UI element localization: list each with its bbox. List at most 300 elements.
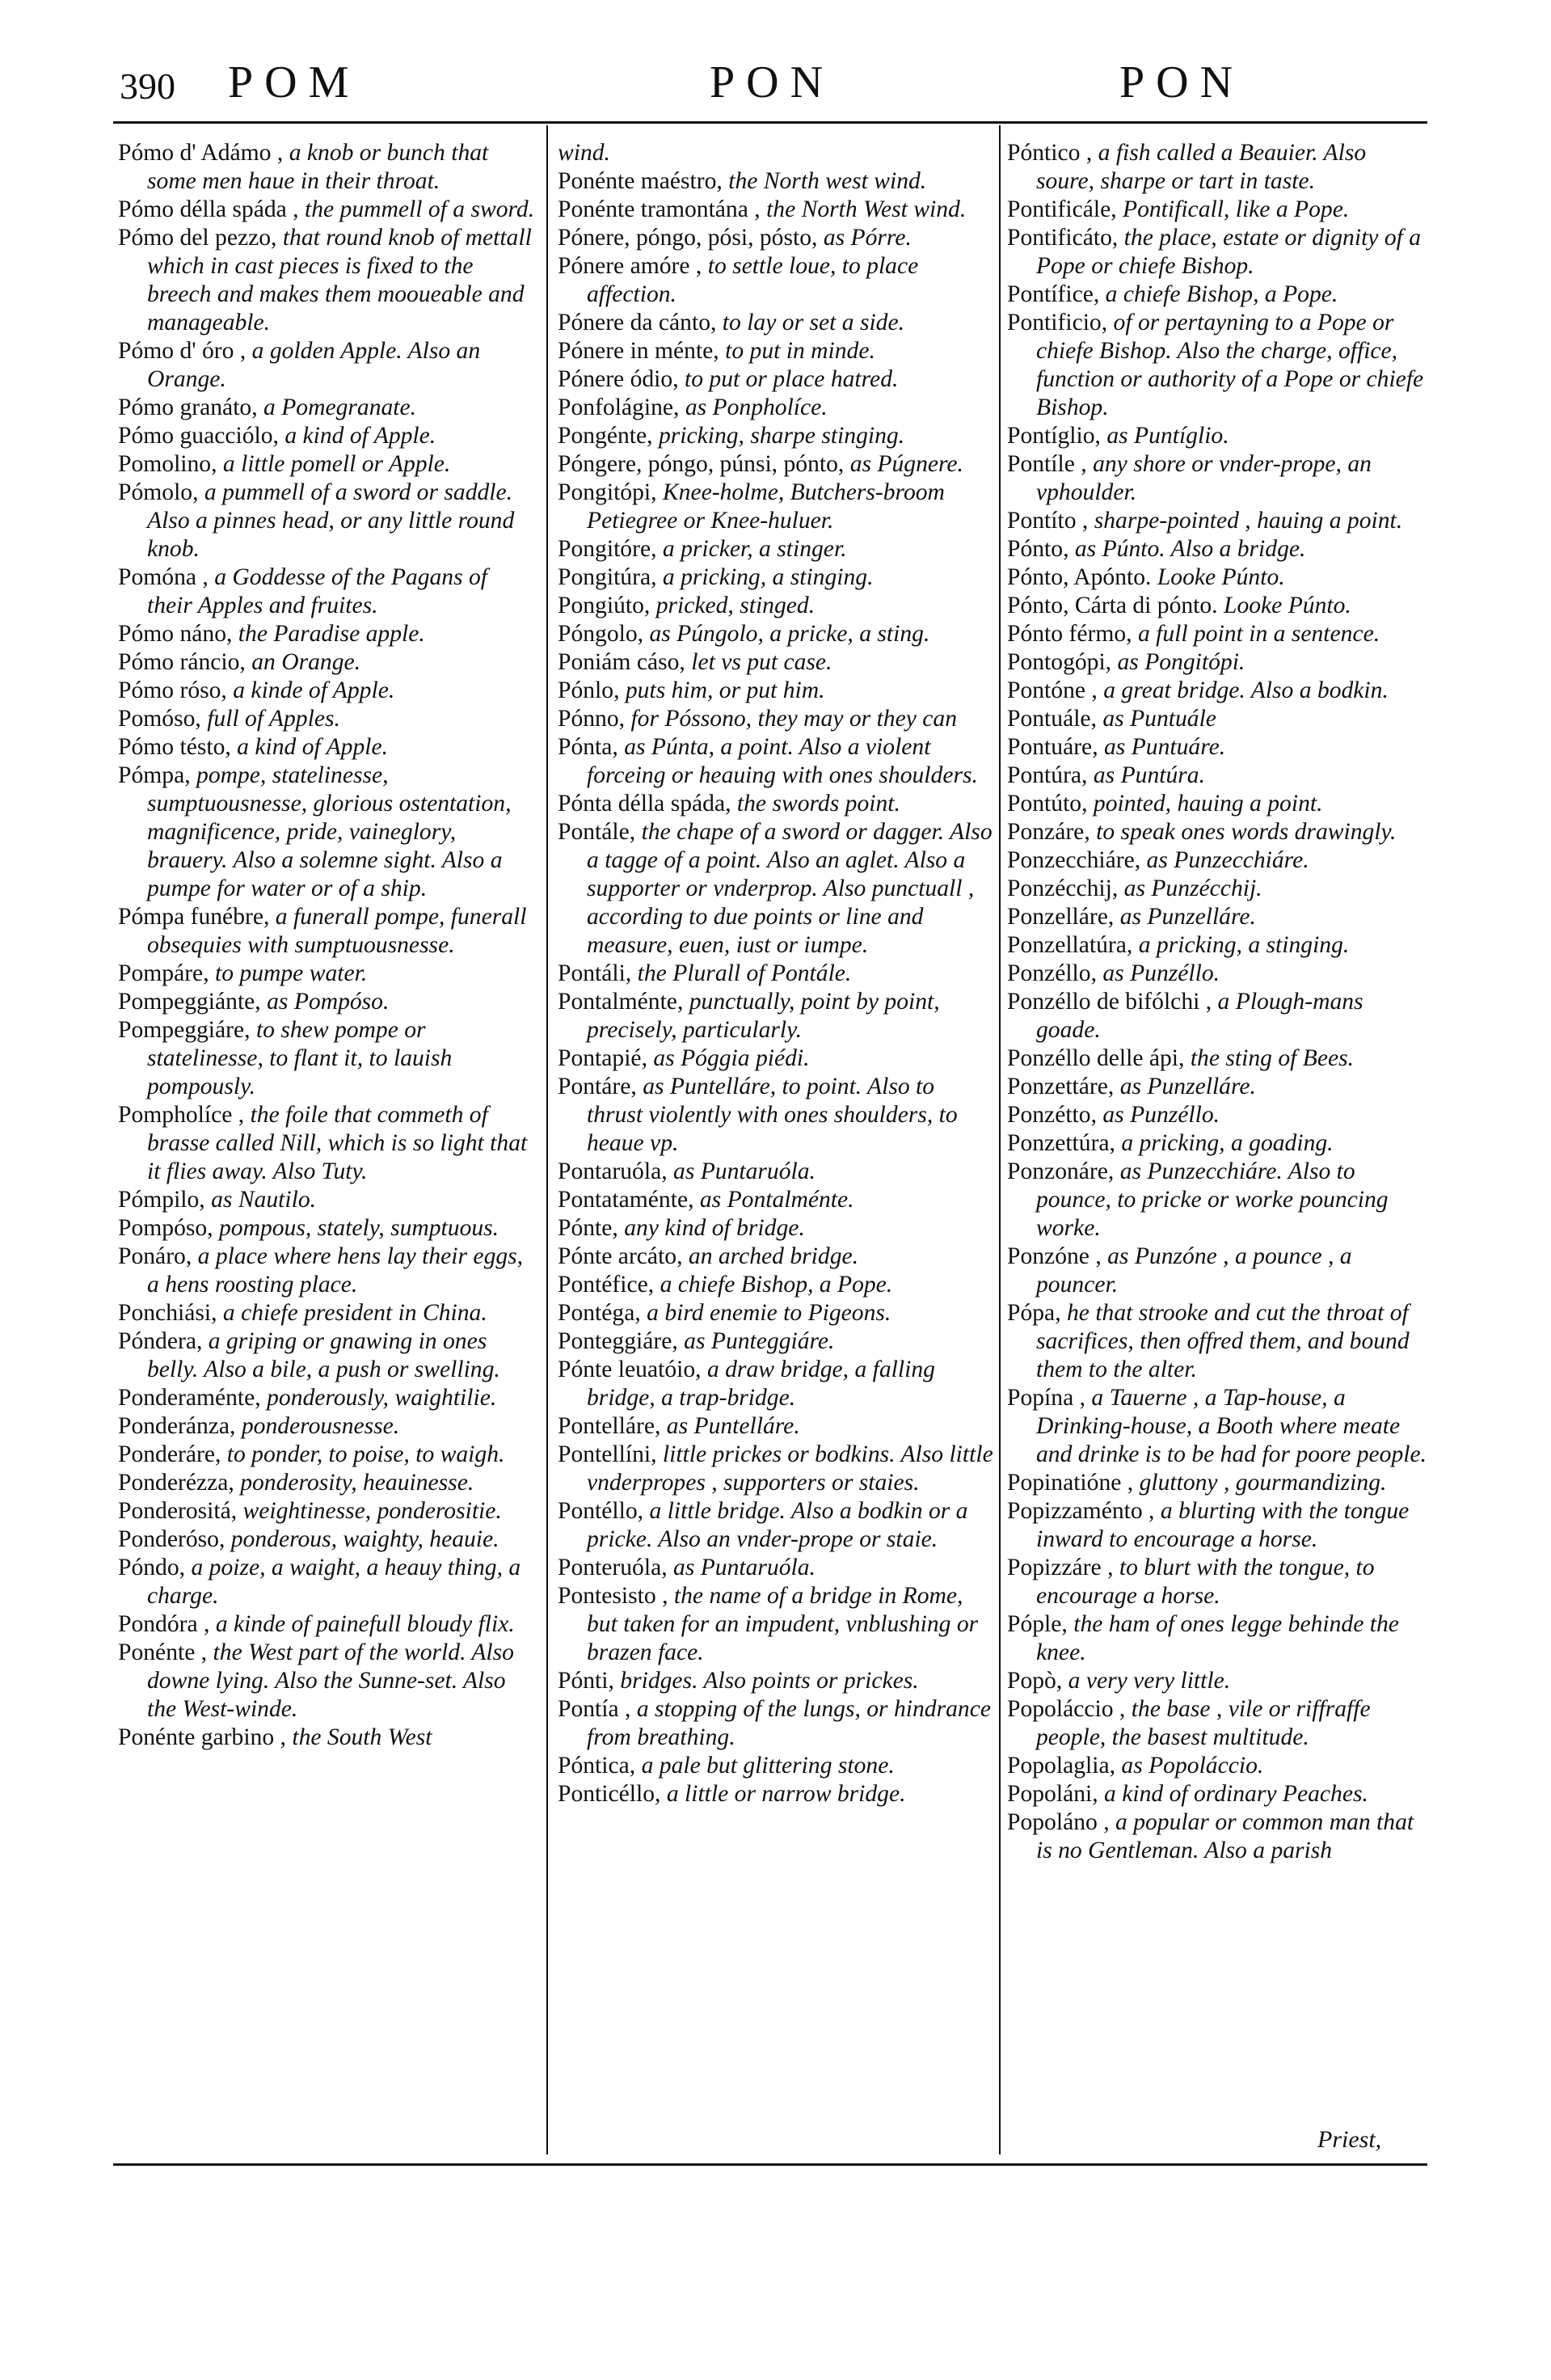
headword: Pónlo, bbox=[558, 677, 626, 703]
definition: the Plurall of Pontále. bbox=[637, 960, 852, 986]
dictionary-entry bbox=[1007, 1610, 1427, 1667]
definition: ponderousnesse. bbox=[241, 1413, 400, 1439]
definition: as Puntaruóla. bbox=[673, 1555, 816, 1580]
definition: to settle loue, to place affection. bbox=[587, 253, 919, 307]
headword: Ponzécchij, bbox=[1007, 876, 1124, 901]
definition: a kind of Apple. bbox=[284, 423, 436, 449]
headword: Pontía , bbox=[558, 1696, 637, 1722]
headword: Pómo d' óro , bbox=[118, 338, 252, 364]
definition: as Puntaruóla. bbox=[673, 1158, 816, 1184]
headword: Ponzétto, bbox=[1007, 1102, 1103, 1128]
dictionary-entry bbox=[1007, 1752, 1427, 1780]
definition: a chiefe president in China. bbox=[222, 1300, 487, 1326]
headword: Pompáre, bbox=[118, 960, 215, 986]
definition: to ponder, to poise, to waigh. bbox=[226, 1441, 505, 1467]
dictionary-entry bbox=[558, 1327, 994, 1356]
dictionary-entry bbox=[558, 1582, 994, 1667]
definition: any kind of bridge. bbox=[624, 1215, 805, 1241]
dictionary-entry bbox=[1007, 1469, 1427, 1497]
dictionary-entry bbox=[118, 1016, 538, 1101]
definition: a pricking, a stinging. bbox=[662, 564, 874, 590]
headword: Pónto, bbox=[1007, 536, 1075, 562]
headword: Popinatióne , bbox=[1007, 1470, 1140, 1496]
dictionary-entry bbox=[558, 1441, 994, 1497]
headword: Ponticéllo, bbox=[558, 1781, 667, 1807]
dictionary-entry bbox=[558, 394, 994, 422]
headword: Ponderánza, bbox=[118, 1413, 242, 1439]
headword: Pongitóre, bbox=[558, 536, 663, 562]
definition: pricked, stinged. bbox=[655, 593, 816, 618]
dictionary-entry bbox=[118, 337, 538, 394]
headword: Ponteruóla, bbox=[558, 1555, 674, 1580]
headword: Pontelláre, bbox=[558, 1413, 667, 1439]
dictionary-entry bbox=[558, 1186, 994, 1214]
dictionary-entry bbox=[118, 960, 538, 988]
dictionary-entry bbox=[558, 1695, 994, 1752]
dictionary-entry bbox=[558, 677, 994, 705]
dictionary-entry bbox=[118, 224, 538, 337]
headword: Pontogópi, bbox=[1007, 649, 1118, 675]
dictionary-entry bbox=[558, 1780, 994, 1808]
dictionary-entry bbox=[1007, 1497, 1427, 1554]
definition: for Póssono, they may or they can bbox=[630, 706, 958, 732]
dictionary-entry bbox=[1007, 903, 1427, 931]
headword: Ponderézza, bbox=[118, 1470, 241, 1496]
definition: full of Apples. bbox=[207, 706, 340, 732]
dictionary-entry bbox=[118, 394, 538, 422]
dictionary-entry bbox=[118, 1214, 538, 1243]
definition: a Plough-mans goade. bbox=[1036, 989, 1363, 1043]
headword: Pómpa funébre, bbox=[118, 904, 276, 930]
headword: Pontéga, bbox=[558, 1300, 647, 1326]
definition: he that strooke and cut the throat of sacrifices, then offred them, and bound them to the alter. bbox=[1036, 1300, 1410, 1382]
page-number: 390 bbox=[120, 65, 175, 107]
definition: to put in minde. bbox=[725, 338, 875, 364]
headword: Póndera, bbox=[118, 1328, 209, 1354]
catchword: Priest, bbox=[1317, 2126, 1382, 2153]
headword: Pontífice, bbox=[1007, 281, 1106, 307]
definition: as Póggia piédi. bbox=[653, 1045, 810, 1071]
dictionary-entry bbox=[558, 224, 994, 252]
definition: a popular or common man that is no Gentleman. Also a parish bbox=[1036, 1809, 1414, 1863]
dictionary-entry bbox=[118, 1412, 538, 1441]
definition: to shew pompe or statelinesse, to flant it, to lauish pompously. bbox=[147, 1017, 453, 1099]
headword: Póngere, póngo, púnsi, pónto, bbox=[558, 451, 850, 477]
definition: as Punzéllo. bbox=[1102, 960, 1220, 986]
definition: as Punzéllo. bbox=[1102, 1102, 1220, 1128]
headword: Pómo del pezzo, bbox=[118, 225, 283, 251]
definition: the base , vile or riffraffe people, the basest multitude. bbox=[1036, 1696, 1371, 1750]
headword: Ponzéllo delle ápi, bbox=[1007, 1045, 1191, 1071]
definition: a Tauerne , a Tap-house, a Drinking-house, a Booth where meate and drinke is to be had for poore people. bbox=[1036, 1385, 1427, 1467]
definition: of or pertayning to a Pope or chiefe Bishop. Also the charge, office, function or authority of a Pope or chiefe Bishop. bbox=[1036, 310, 1424, 420]
dictionary-entry bbox=[1007, 790, 1427, 818]
dictionary-entry bbox=[118, 648, 538, 677]
definition: a blurting with the tongue inward to encourage a horse. bbox=[1036, 1498, 1410, 1552]
headword: Popína , bbox=[1007, 1385, 1092, 1411]
definition: a kinde of painefull bloudy flix. bbox=[215, 1611, 515, 1637]
dictionary-entry bbox=[558, 365, 994, 394]
definition: Pontificall, like a Pope. bbox=[1123, 196, 1350, 222]
definition: as Púngolo, a pricke, a sting. bbox=[649, 621, 930, 647]
headword: Pónti, bbox=[558, 1668, 621, 1694]
headword: Pontále, bbox=[558, 819, 642, 845]
definition: as Nautilo. bbox=[211, 1187, 317, 1213]
headword: Ponzonáre, bbox=[1007, 1158, 1120, 1184]
definition: as Pompóso. bbox=[267, 989, 390, 1015]
dictionary-entry bbox=[118, 1724, 538, 1752]
definition: as Puntuále bbox=[1102, 706, 1216, 732]
headword: Pontataménte, bbox=[558, 1187, 700, 1213]
definition: a chiefe Bishop, a Pope. bbox=[1105, 281, 1338, 307]
headword: Pontúto, bbox=[1007, 791, 1094, 817]
definition: as Puntíglio. bbox=[1106, 423, 1229, 449]
dictionary-entry bbox=[118, 903, 538, 960]
headword: Pómo délla spáda , bbox=[118, 196, 305, 222]
definition: as Púnta, a point. Also a violent forceing or heauing with ones shoulders. bbox=[587, 734, 978, 788]
definition: a pricking, a goading. bbox=[1121, 1130, 1334, 1156]
dictionary-entry bbox=[118, 450, 538, 479]
definition: a kinde of Apple. bbox=[233, 677, 395, 703]
headword: Pónto férmo, bbox=[1007, 621, 1138, 647]
definition: as Pórre. bbox=[823, 225, 912, 251]
dictionary-entry bbox=[118, 1554, 538, 1610]
dictionary-entry bbox=[1007, 1667, 1427, 1695]
headword: Ponderáre, bbox=[118, 1441, 227, 1467]
headword: Pómo róso, bbox=[118, 677, 234, 703]
headword: Pontúra, bbox=[1007, 762, 1094, 788]
definition: as Puntelláre. bbox=[666, 1413, 800, 1439]
dictionary-entry bbox=[1007, 422, 1427, 450]
headword: Popò, bbox=[1007, 1668, 1068, 1694]
dictionary-entry bbox=[118, 1639, 538, 1724]
dictionary-entry bbox=[118, 196, 538, 224]
dictionary-entry bbox=[1007, 677, 1427, 705]
headword: Pópa, bbox=[1007, 1300, 1067, 1326]
dictionary-entry bbox=[558, 592, 994, 620]
definition: that round knob of mettall which in cast pieces is fixed to the breech and makes them mooueable and manageable. bbox=[147, 225, 532, 335]
headword: Pomóso, bbox=[118, 706, 208, 732]
definition: a little or narrow bridge. bbox=[666, 1781, 906, 1807]
dictionary-entry bbox=[1007, 620, 1427, 648]
dictionary-entry bbox=[558, 1214, 994, 1243]
dictionary-entry bbox=[118, 1243, 538, 1299]
dictionary-entry bbox=[558, 196, 994, 224]
dictionary-entry bbox=[118, 1186, 538, 1214]
headword: Poniám cáso, bbox=[558, 649, 692, 675]
definition: as Púgnere. bbox=[849, 451, 963, 477]
dictionary-entry bbox=[1007, 818, 1427, 846]
definition: a great bridge. Also a bodkin. bbox=[1103, 677, 1389, 703]
dictionary-entry bbox=[1007, 1044, 1427, 1073]
dictionary-entry bbox=[118, 1497, 538, 1525]
dictionary-entry bbox=[118, 422, 538, 450]
definition: a knob or bunch that some men haue in their throat. bbox=[147, 140, 489, 194]
headword: Pontesisto , bbox=[558, 1583, 674, 1609]
headword: Pónte arcáto, bbox=[558, 1243, 689, 1269]
headword: Pónere ódio, bbox=[558, 366, 685, 392]
dictionary-entry bbox=[1007, 1158, 1427, 1243]
headword: Pómo d' Adámo , bbox=[118, 140, 289, 166]
definition: an Orange. bbox=[251, 649, 361, 675]
headword: Pomolino, bbox=[118, 451, 223, 477]
dictionary-entry bbox=[1007, 196, 1427, 224]
column-rule-1 bbox=[546, 125, 548, 2154]
headword: Ponzettáre, bbox=[1007, 1074, 1120, 1099]
headword: Pompeggiánte, bbox=[118, 989, 268, 1015]
dictionary-entry bbox=[118, 479, 538, 563]
definition: as Puntúra. bbox=[1093, 762, 1205, 788]
dictionary-entry bbox=[558, 1271, 994, 1299]
definition: pointed, hauing a point. bbox=[1093, 791, 1323, 817]
headword: Pontíle , bbox=[1007, 451, 1094, 477]
dictionary-entry bbox=[558, 167, 994, 196]
headword: Pómo ráncio, bbox=[118, 649, 252, 675]
dictionary-entry bbox=[558, 733, 994, 790]
headword: Póntica, bbox=[558, 1753, 642, 1779]
entry-column-3 bbox=[1007, 139, 1427, 2160]
dictionary-entry bbox=[558, 620, 994, 648]
definition: a poize, a waight, a heauy thing, a charge. bbox=[147, 1555, 521, 1609]
headword: Pontéfice, bbox=[558, 1272, 660, 1298]
dictionary-entry bbox=[1007, 648, 1427, 677]
headword: Pómo granáto, bbox=[118, 395, 264, 420]
dictionary-entry bbox=[558, 648, 994, 677]
definition: as Punteggiáre. bbox=[684, 1328, 835, 1354]
definition: let vs put case. bbox=[691, 649, 832, 675]
headword: Pónere amóre , bbox=[558, 253, 708, 279]
dictionary-entry bbox=[1007, 1129, 1427, 1158]
definition: ponderous, waighty, heauie. bbox=[230, 1526, 499, 1552]
dictionary-entry bbox=[118, 677, 538, 705]
headword: Popolaglia, bbox=[1007, 1753, 1122, 1779]
headword: Ponchiási, bbox=[118, 1300, 223, 1326]
definition: as Ponpholíce. bbox=[685, 395, 828, 420]
dictionary-entry bbox=[558, 479, 994, 535]
definition: as Punzelláre. bbox=[1119, 904, 1256, 930]
headword: Pontapié, bbox=[558, 1045, 654, 1071]
definition: a bird enemie to Pigeons. bbox=[647, 1300, 891, 1326]
definition: a little bridge. Also a bodkin or a pricke. Also an vnder-prope or staie. bbox=[587, 1498, 968, 1552]
definition: bridges. Also points or prickes. bbox=[620, 1668, 919, 1694]
definition: weightinesse, ponderositie. bbox=[242, 1498, 502, 1524]
headword: Popoláno , bbox=[1007, 1809, 1115, 1835]
dictionary-entry bbox=[118, 1101, 538, 1186]
definition: the name of a bridge in Rome, but taken for an impudent, vnblushing or brazen face. bbox=[587, 1583, 979, 1665]
headword: Ponzellatúra, bbox=[1007, 932, 1139, 958]
definition: a griping or gnawing in ones belly. Also a bile, a push or swelling. bbox=[147, 1328, 500, 1382]
definition: an arched bridge. bbox=[688, 1243, 859, 1269]
definition: a Pomegranate. bbox=[263, 395, 417, 420]
definition: as Puntuáre. bbox=[1104, 734, 1226, 760]
headword: Popizzáre , bbox=[1007, 1555, 1119, 1580]
headword: Pónte leuatóio, bbox=[558, 1357, 707, 1382]
headword: Pontificále, bbox=[1007, 196, 1123, 222]
headword: Pontaruóla, bbox=[558, 1158, 674, 1184]
headword: Ponzelláre, bbox=[1007, 904, 1120, 930]
headword: Ponderaménte, bbox=[118, 1385, 268, 1411]
headword: Póple, bbox=[1007, 1611, 1074, 1637]
headword: Pomóna , bbox=[118, 564, 215, 590]
headword: Ponteggiáre, bbox=[558, 1328, 685, 1354]
headword: Pontáli, bbox=[558, 960, 638, 986]
definition: a place where hens lay their eggs, a hens roosting place. bbox=[147, 1243, 524, 1298]
definition: a fish called a Beauier. Also soure, sharpe or tart in taste. bbox=[1036, 140, 1367, 194]
definition: a draw bridge, a falling bridge, a trap-bridge. bbox=[587, 1357, 935, 1411]
headword: Ponáro, bbox=[118, 1243, 198, 1269]
definition: the Paradise apple. bbox=[238, 621, 425, 647]
definition: Looke Púnto. bbox=[1157, 564, 1285, 590]
headword: Pónere, póngo, pósi, pósto, bbox=[558, 225, 824, 251]
definition: the chape of a sword or dagger. Also a tagge of a point. Also an aglet. Also a supporter or vnderprop. Also punctuall , according to due points or line and measure, euen, iust or iumpe. bbox=[587, 819, 993, 958]
definition: ponderosity, heauinesse. bbox=[240, 1470, 474, 1496]
dictionary-entry bbox=[1007, 762, 1427, 790]
headword: Pongitúra, bbox=[558, 564, 663, 590]
dictionary-entry bbox=[118, 705, 538, 733]
definition: Knee-holme, Butchers-broom Petiegree or Knee-huluer. bbox=[587, 479, 945, 534]
definition: sharpe-pointed , hauing a point. bbox=[1094, 508, 1403, 534]
dictionary-entry bbox=[118, 1384, 538, 1412]
dictionary-entry bbox=[558, 1158, 994, 1186]
dictionary-entry bbox=[118, 1469, 538, 1497]
dictionary-entry bbox=[558, 1554, 994, 1582]
dictionary-entry bbox=[558, 1299, 994, 1327]
headword: Pompholíce , bbox=[118, 1102, 251, 1128]
dictionary-entry bbox=[1007, 1808, 1427, 1865]
definition: ponderously, waightilie. bbox=[267, 1385, 497, 1411]
dictionary-entry bbox=[558, 960, 994, 988]
headword: Pómo náno, bbox=[118, 621, 238, 647]
dictionary-entry bbox=[558, 1243, 994, 1271]
headword: Pontificio, bbox=[1007, 310, 1114, 335]
definition: to blurt with the tongue, to encourage a horse. bbox=[1036, 1555, 1375, 1609]
definition: punctually, point by point, precisely, particularly. bbox=[587, 989, 940, 1043]
dictionary-entry bbox=[558, 563, 994, 592]
definition: to put or place hatred. bbox=[685, 366, 899, 392]
definition: a kind of ordinary Peaches. bbox=[1104, 1781, 1368, 1807]
headword: Pónere in ménte, bbox=[558, 338, 726, 364]
dictionary-entry bbox=[118, 1441, 538, 1469]
definition: a pricking, a stinging. bbox=[1138, 932, 1350, 958]
dictionary-entry bbox=[118, 1525, 538, 1554]
headword: Pónto, Cárta di pónto. bbox=[1007, 593, 1224, 618]
dictionary-entry bbox=[1007, 931, 1427, 960]
headword: Pontíto , bbox=[1007, 508, 1094, 534]
definition: to pumpe water. bbox=[215, 960, 368, 986]
headword: Ponfolágine, bbox=[558, 395, 685, 420]
dictionary-entry bbox=[1007, 960, 1427, 988]
dictionary-entry bbox=[558, 1497, 994, 1554]
dictionary-entry bbox=[118, 988, 538, 1016]
dictionary-entry bbox=[118, 1610, 538, 1639]
definition: the West part of the world. Also downe lying. Also the Sunne-set. Also the West-winde. bbox=[147, 1639, 514, 1722]
definition: as Pontalménte. bbox=[699, 1187, 854, 1213]
headword: Póntico , bbox=[1007, 140, 1098, 166]
definition: the swords point. bbox=[736, 791, 900, 817]
headword: Pónto, Apónto. bbox=[1007, 564, 1157, 590]
dictionary-entry bbox=[1007, 1554, 1427, 1610]
running-head-middle: PON bbox=[710, 57, 835, 108]
definition: as Punzecchiáre. bbox=[1146, 847, 1309, 873]
running-head-left: POM bbox=[228, 57, 360, 108]
definition: the place, estate or dignity of a Pope or chiefe Bishop. bbox=[1036, 225, 1422, 279]
dictionary-entry bbox=[558, 422, 994, 450]
definition: puts him, or put him. bbox=[625, 677, 825, 703]
headword: Popoláccio , bbox=[1007, 1696, 1132, 1722]
definition: gluttony , gourmandizing. bbox=[1139, 1470, 1387, 1496]
definition: a little pomell or Apple. bbox=[222, 451, 451, 477]
headword: Pontóne , bbox=[1007, 677, 1104, 703]
dictionary-entry bbox=[1007, 281, 1427, 309]
headword: Popizzaménto , bbox=[1007, 1498, 1161, 1524]
definition: as Punzecchiáre. Also to pounce, to pricke or worke pouncing worke. bbox=[1036, 1158, 1389, 1241]
headword: Pontíglio, bbox=[1007, 423, 1107, 449]
headword: Ponénte garbino , bbox=[118, 1724, 293, 1750]
dictionary-entry bbox=[118, 733, 538, 762]
headword: Ponzecchiáre, bbox=[1007, 847, 1147, 873]
headword: Popoláni, bbox=[1007, 1781, 1105, 1807]
definition: as Puntelláre, to point. Also to thrust violently with ones shoulders, to heaue vp. bbox=[587, 1074, 958, 1156]
running-head-right: PON bbox=[1119, 57, 1245, 108]
definition: as Pongitópi. bbox=[1117, 649, 1245, 675]
dictionary-entry bbox=[1007, 1780, 1427, 1808]
headword: Pómpilo, bbox=[118, 1187, 212, 1213]
headword: Ponzéllo de bifólchi , bbox=[1007, 989, 1218, 1015]
headword: Pónte, bbox=[558, 1215, 625, 1241]
headword: Ponénte , bbox=[118, 1639, 213, 1665]
headword: Póngolo, bbox=[558, 621, 650, 647]
dictionary-entry bbox=[1007, 1073, 1427, 1101]
headword: Pongénte, bbox=[558, 423, 659, 449]
headword: Pónno, bbox=[558, 706, 631, 732]
headword: Pómo tésto, bbox=[118, 734, 238, 760]
dictionary-entry bbox=[558, 1073, 994, 1158]
dictionary-entry bbox=[1007, 733, 1427, 762]
definition: as Punzécchij. bbox=[1123, 876, 1262, 901]
dictionary-entry bbox=[1007, 507, 1427, 535]
dictionary-entry bbox=[558, 818, 994, 960]
dictionary-entry bbox=[118, 1299, 538, 1327]
dictionary-entry bbox=[1007, 1243, 1427, 1299]
dictionary-entry bbox=[1007, 535, 1427, 563]
definition: the ham of ones legge behinde the knee. bbox=[1036, 1611, 1399, 1665]
definition: the North West wind. bbox=[766, 196, 967, 222]
entry-column-2 bbox=[558, 139, 994, 2160]
dictionary-entry bbox=[1007, 988, 1427, 1044]
definition: a Goddesse of the Pagans of their Apples and fruites. bbox=[147, 564, 488, 618]
headword: Ponénte maéstro, bbox=[558, 168, 729, 194]
definition: a golden Apple. Also an Orange. bbox=[147, 338, 481, 392]
headword: Ponderóso, bbox=[118, 1526, 231, 1552]
dictionary-entry bbox=[1007, 1101, 1427, 1129]
dictionary-entry bbox=[118, 139, 538, 196]
dictionary-entry bbox=[558, 139, 994, 167]
headword: Pontéllo, bbox=[558, 1498, 650, 1524]
headword: Pontuáre, bbox=[1007, 734, 1104, 760]
dictionary-entry bbox=[1007, 309, 1427, 422]
dictionary-entry bbox=[558, 1356, 994, 1412]
definition: as Popoláccio. bbox=[1121, 1753, 1264, 1779]
definition: any shore or vnder-prope, an vphoulder. bbox=[1036, 451, 1372, 505]
dictionary-entry bbox=[558, 790, 994, 818]
headword: Pontellíni, bbox=[558, 1441, 663, 1467]
headword: Pompeggiáre, bbox=[118, 1017, 256, 1043]
dictionary-entry bbox=[1007, 139, 1427, 196]
definition: the pummell of a sword. bbox=[304, 196, 535, 222]
definition: the sting of Bees. bbox=[1190, 1045, 1355, 1071]
definition: a funerall pompe, funerall obsequies with sumptuousnesse. bbox=[147, 904, 527, 958]
dictionary-entry bbox=[1007, 224, 1427, 281]
